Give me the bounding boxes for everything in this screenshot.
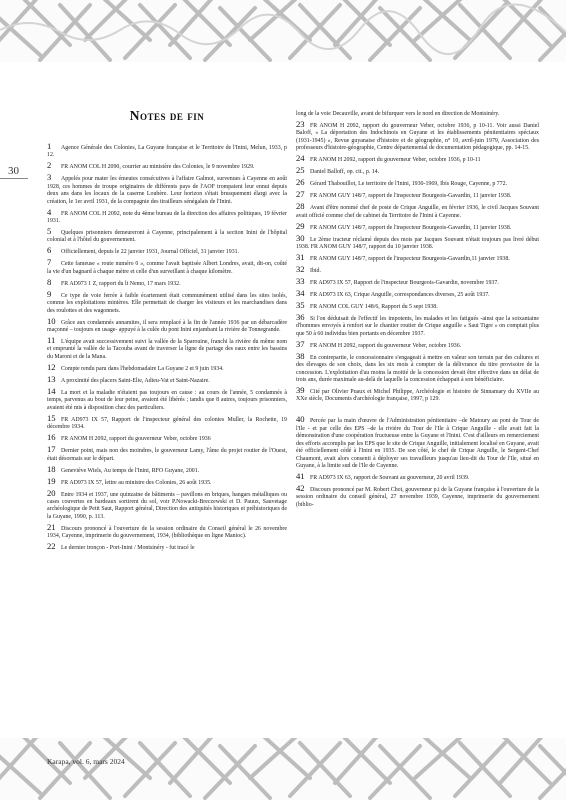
endnote bbox=[296, 301, 539, 311]
endnote-number: 29 bbox=[296, 220, 305, 231]
endnote-number: 6 bbox=[47, 245, 52, 256]
endnote-text: L'équipe avait successivement suivi la vallée de la Sparouine, franchi la rivière du même nom et emprunté la vallée de la Tacouba avant de traverser la ligne de partage des eaux entre les bassins du Maroni et de la Mana. bbox=[47, 339, 287, 360]
endnote-number: 21 bbox=[47, 521, 56, 532]
notes-column-right bbox=[296, 111, 539, 511]
endnote-number: 32 bbox=[296, 264, 305, 275]
endnote-number: 14 bbox=[47, 385, 56, 396]
endnote-text: Ce type de voie ferrée à faible écartement était communément utilisé dans les sites isolés, comme les exploitations minières. Elle permettait de charger les visiteurs et les marchandises dans des roulottes et des wagonnets. bbox=[47, 292, 287, 314]
endnote-number: 41 bbox=[296, 470, 305, 481]
endnote-text: FR AD973 IX 57, Rapport de l'inspecteur général des colonies Muller, la Rochette, 19 décembre 1934. bbox=[47, 416, 287, 431]
endnote-text: FR ANOM H 2092, rapport du gouverneur Veber, octobre 1936 bbox=[61, 436, 211, 443]
endnote-number: 27 bbox=[296, 189, 305, 200]
endnote-number: 4 bbox=[47, 206, 52, 217]
endnote-number: 11 bbox=[47, 335, 56, 346]
endnote-number: 22 bbox=[47, 541, 56, 552]
endnote-text: Daniel Balloff, op. cit., p. 14. bbox=[310, 169, 380, 176]
decorative-top-band bbox=[0, 0, 566, 62]
endnote-number: 26 bbox=[296, 177, 305, 188]
endnote bbox=[47, 363, 287, 373]
endnote-text: Cité par Olivier Puaux et Michel Philippe, Archéologie et histoire de Sinnamary du XVIIe au XXe siècle, Documents d'archéologie française, 1997, p 129. bbox=[296, 389, 539, 403]
endnote-text: Grâce aux condamnés annamites, il sera remplacé à la fin de l'année 1936 par un débarcadère maçonné – toujours en usage- appuyé à la culée du pont Inini enjambant la rivière de Tonnegrande. bbox=[47, 319, 287, 334]
endnote-number: 36 bbox=[296, 312, 305, 323]
endnote-text: FR ANOM H 2092, rapport du gouverneur Veber, octobre 1936, p 10-11. Voir aussi Daniel Baloff, « La déportation des Indochinois en Guyane et les établissements pénitentiaires spéciaux (1931-1945) », Revue guyanaise d'histoire et de géographie, n° 10, avril-juin 1979, Association des professeurs d'histoire-géographie, Centre départemental de documentation pédagogique, pp. 14-15. bbox=[296, 123, 539, 152]
endnote bbox=[296, 111, 539, 118]
endnote-number: 30 bbox=[296, 232, 305, 243]
endnote-number: 2 bbox=[47, 160, 52, 171]
endnote-text: FR ANOM COL H 2090, courrier au ministère des Colonies, le 9 novembre 1929. bbox=[61, 164, 255, 171]
endnote bbox=[47, 414, 287, 432]
endnote bbox=[296, 386, 539, 404]
endnote bbox=[296, 154, 539, 164]
endnote bbox=[47, 227, 287, 245]
endnote-text: FR AD973 IX 57, lettre au ministre des Colonies, 26 août 1935. bbox=[61, 479, 212, 486]
endnote-text: En contrepartie, le concessionnaire s'engageait à mettre en valeur son terrain par des cultures et des élevages de son choix, dans les six mois à compter de la délivrance du titre provisoire de la concession. L'exploitation d'au moins la moitié de la concession devait être effective dans un délai de trois ans, durée maximale au-delà de laquelle la concession échappait à son bénéficiaire. bbox=[296, 354, 539, 384]
endnote-text: Le dernier tronçon - Port-Inini / Montsinéry - fut tracé le bbox=[61, 545, 195, 552]
endnote-number: 5 bbox=[47, 226, 52, 237]
endnote-text: Le 2ème tracteur réclamé depuis des mois par Jacques Souvant n'était toujours pas livré début 1938. FR ANOM GUY 148/7, rapport du 10 janvier 1938. bbox=[296, 236, 539, 251]
endnote-text: Compte rendu paru dans l'hebdomadaire La Guyane 2 et 9 juin 1934. bbox=[61, 365, 224, 372]
endnote-text: FR ANOM H 2092, rapport du gouverneur Veber, octobre 1936, p 10-11 bbox=[310, 157, 481, 164]
endnote-number: 35 bbox=[296, 300, 305, 311]
endnote-text: Discours prononcé par M. Robert Chot, gouverneur p.i de la Guyane française à l'ouverture de la session ordinaire du conseil général, 27 novembre 1939, Cayenne, imprimerie du gouvernement (biblio- bbox=[296, 486, 539, 508]
endnote-number: 31 bbox=[296, 252, 305, 263]
endnote bbox=[47, 278, 287, 288]
endnote bbox=[47, 477, 287, 487]
ornament-pattern-top bbox=[0, 0, 566, 62]
endnote-number: 33 bbox=[296, 276, 305, 287]
endnote-number: 40 bbox=[296, 414, 305, 425]
endnote-text: FR AD973 1 Z, rapport du lt Nemo, 17 mars 1932. bbox=[61, 280, 181, 287]
endnote-text: Avant d'être nommé chef de poste de Crique Anguille, en février 1936, le civil Jacques Souvant avait officié comme chef de cabinet du Territoire de l'Inini à Cayenne. bbox=[296, 205, 539, 219]
endnote-number: 8 bbox=[47, 276, 52, 287]
endnote-text: FR AD973 IX 63, rapport de Souvant au gouverneur, 20 avril 1939. bbox=[310, 474, 470, 481]
endnote-text: Discours prononcé à l'ouverture de la session ordinaire du Conseil général le 26 novembre 1934, Cayenne, imprimerie du gouvernement, 1934, (bibliothèque en ligne Manioc). bbox=[47, 525, 287, 540]
endnote-number: 24 bbox=[296, 153, 305, 164]
endnote bbox=[296, 265, 539, 275]
endnote bbox=[47, 433, 287, 443]
page-title: Notes de fin bbox=[129, 108, 205, 123]
endnote bbox=[296, 190, 539, 200]
ornament-pattern-bottom bbox=[0, 738, 566, 800]
endnote bbox=[47, 387, 287, 412]
endnote-text: Cette fameuse « route numéro 0 », comme l'avait baptisée Albert Londres, avait, dit-on, coûté la vie d'un bagnard à chaque mètre et celle d'un surveillant à chaque kilomètre. bbox=[47, 261, 287, 275]
endnote bbox=[47, 246, 287, 256]
endnote-number: 1 bbox=[47, 141, 52, 151]
notes-list-right-bottom bbox=[296, 415, 539, 509]
endnote-text: FR ANOM COL GUY 148/6, Rapport du 5 sept 1938. bbox=[310, 304, 438, 311]
endnote bbox=[296, 253, 539, 263]
endnote bbox=[296, 120, 539, 153]
endnote-number: 16 bbox=[47, 432, 56, 443]
margin-rule bbox=[0, 178, 28, 179]
endnote bbox=[296, 222, 539, 232]
endnote-text: Quelques prisonniers demeureront à Cayenne, principalement à la section Inini de l'hôpital colonial et à l'hôtel du gouvernement. bbox=[47, 230, 287, 244]
endnote-text: FR ANOM GUY 148/7, rapport de l'inspecteur Bourgeois-Gavardin, 11 janvier 1938. bbox=[310, 193, 512, 200]
endnote bbox=[47, 317, 287, 335]
endnote-number: 10 bbox=[47, 315, 56, 326]
endnote bbox=[47, 208, 287, 226]
endnote-text: Dernier point, mais non des moindres, le gouverneur Lamy, l'âme du projet routier de l'Ouest, était désormais sur le départ. bbox=[47, 448, 287, 462]
endnote bbox=[47, 142, 287, 160]
endnote-number: 39 bbox=[296, 385, 305, 396]
endnote-number: 20 bbox=[47, 487, 56, 498]
endnote-text: Gérard Thabouillot, Le territoire de l'Inini, 1930-1969, Ibis Rouge, Cayenne, p 772. bbox=[310, 181, 508, 188]
endnote bbox=[296, 166, 539, 176]
endnote-text: long de la voie Decauville, avant de bifurquer vers le nord en direction de Montsinéry. bbox=[296, 111, 500, 117]
endnote-text: Appelés pour mater les émeutes consécutives à l'affaire Galmot, survenues à Cayenne en août 1928, ces hommes de troupe originaires de différents pays de l'AOF trompaient leur ennui depuis deux ans dans les locaux de la caserne Loubère. Leur horizon s'était brusquement élargi avec la création, le 1er avril 1931, de la compagnie des tirailleurs sénégalais de l'Inini. bbox=[47, 176, 287, 205]
endnote bbox=[47, 161, 287, 171]
endnote-number: 13 bbox=[47, 373, 56, 384]
endnote bbox=[47, 465, 287, 475]
endnote bbox=[47, 445, 287, 463]
endnote-number: 25 bbox=[296, 165, 305, 176]
endnote bbox=[296, 472, 539, 482]
endnote-text: La mort et la maladie n'étaient pas toujours en cause : au cours de l'année, 5 condamnés à temps, parvenus au bout de leur peine, avaient été libérés ; tandis que 8 autres, toujours prisonniers, avaient été mis à disposition chez des particuliers. bbox=[47, 389, 287, 411]
notes-column-left bbox=[47, 108, 287, 554]
page-number: 30 bbox=[8, 165, 19, 177]
endnote-number: 12 bbox=[47, 361, 56, 372]
endnote-number: 42 bbox=[296, 482, 305, 493]
notes-list-right-top bbox=[296, 111, 539, 404]
endnote-number: 7 bbox=[47, 257, 52, 268]
endnote bbox=[47, 336, 287, 361]
endnote-text: FR ANOM GUY 148/7, rapport de l'inspecteur Bourgeois-Gavardin, 11 janvier 1938. bbox=[310, 224, 512, 231]
endnote bbox=[296, 352, 539, 385]
endnote-number: 17 bbox=[47, 444, 56, 455]
endnote-text: FR ANOM GUY 148/7, rapport de l'inspecteur Bourgeois-Gavardin,11 janvier 1938. bbox=[310, 256, 510, 263]
endnote-text: FR ANOM COL H 2092, note du 4ème bureau de la direction des affaires politiques, 19 février 1931. bbox=[47, 210, 287, 225]
endnote-number: 38 bbox=[296, 350, 305, 361]
endnote-text: Entre 1934 et 1937, une quinzaine de bâtiments – pavillons en briques, hangars métalliques ou cases couvertes en bardeaux sortirent du sol, voir P.Nowacki-Breczewski et D. Pauux, Sauvetage archéologique de Petit Saut, Rapport général, Direction des antiquités historiques et préhistoriques de la Guyane, 1990, p. 113. bbox=[47, 491, 287, 520]
notes-list-left bbox=[47, 142, 287, 553]
endnote bbox=[296, 277, 539, 287]
endnote bbox=[47, 523, 287, 541]
endnote-number: 23 bbox=[296, 119, 305, 129]
endnote bbox=[47, 173, 287, 206]
endnote-text: A proximité des placers Saint-Elie, Adieu-Vat et Saint-Nazaire. bbox=[61, 377, 210, 384]
endnote bbox=[296, 415, 539, 470]
endnote-number: 34 bbox=[296, 288, 305, 299]
endnote-text: Officiellement, depuis le 22 janvier 1931, Journal Officiel, 31 janvier 1931. bbox=[61, 249, 240, 256]
endnote bbox=[296, 202, 539, 220]
endnote bbox=[296, 289, 539, 299]
endnote-text: Si l'on déduisait de l'effectif les impotents, les malades et les fatigués -ainsi que la soixantaine d'hommes envoyés à renfort sur le chantier routier de Crique anguille « Saut Tigre » on comptait plus que 50 à 60 individus bien portants en décembre 1937. bbox=[296, 316, 539, 337]
endnote bbox=[296, 340, 539, 350]
endnote-number: 9 bbox=[47, 288, 52, 299]
endnote-text: Geneviève Wiels, Au temps de l'Inini, RFO Guyane, 2001. bbox=[61, 467, 200, 474]
endnote bbox=[296, 484, 539, 509]
endnote bbox=[47, 489, 287, 522]
endnote-number: 3 bbox=[47, 172, 52, 183]
decorative-bottom-band bbox=[0, 738, 566, 800]
endnote bbox=[296, 313, 539, 338]
endnote-text: Ibid. bbox=[310, 268, 321, 275]
endnote bbox=[296, 178, 539, 188]
endnote-number: 18 bbox=[47, 463, 56, 474]
endnote-number: 15 bbox=[47, 412, 56, 423]
endnote-number: 37 bbox=[296, 338, 305, 349]
endnote-text: FR AD973 IX 57, Rapport de l'inspecteur Bourgeois-Gavardin, novembre 1937. bbox=[310, 280, 499, 287]
notes-gap bbox=[296, 405, 539, 415]
endnote bbox=[47, 258, 287, 276]
endnote-text: Percée par la main d'œuvre de l'Administration pénitentiaire –de Matoury au pont de Tour de l'Ile - et par celle des EPS –de la rivière du Tour de l'Ile à Crique Anguille - elle avait fait la démonstration d'une coopération fructueuse entre la Guyane et l'Inini. C'est d'ailleurs en remerciement des efforts accomplis par les EPS que le site de Crique Anguille, initialement localisé en Guyane, avait été officiellement cédé à l'Inini en 1935. De son côté, le chef de Crique Anguille, le Sergent-Chef Chaumont, avait alors consenti à déployer ses travailleurs jusqu'au lieu-dit du Tour de l'Ile, situé en Guyane, à la limite sud de l'Ile de Cayenne. bbox=[296, 418, 539, 469]
endnote-number: 19 bbox=[47, 475, 56, 486]
endnote-number: 28 bbox=[296, 201, 305, 212]
endnote bbox=[47, 375, 287, 385]
endnote bbox=[47, 542, 287, 552]
endnote bbox=[47, 290, 287, 315]
endnote-text: FR ANOM H 2092, rapport du gouverneur Veber, octobre 1936. bbox=[310, 342, 462, 349]
endnote bbox=[296, 234, 539, 252]
endnote-text: FR AD973 IX 63, Crique Anguille, correspondances diverses, 25 août 1937. bbox=[310, 292, 490, 299]
page-footer: Karapa, vol. 6, mars 2024 bbox=[47, 757, 125, 766]
endnote-text: Agence Générale des Colonies, La Guyane française et le Territoire de l'Inini, Melun, 1933, p 12. bbox=[47, 145, 287, 159]
